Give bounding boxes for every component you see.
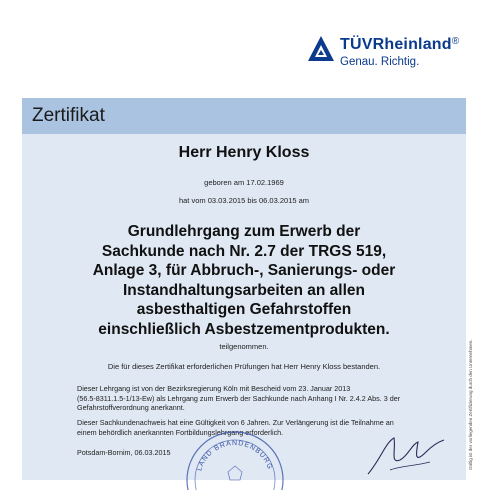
side-note: Gültig ist der vorliegenden Zertifizierung durch den Unternehmen. [468, 339, 473, 470]
validity-line: Dieser Sachkundenachweis hat eine Gültigkeit von 6 Jahren. Zur Verlängerung ist die Teilnahme an [77, 418, 394, 427]
course-line: einschließlich Asbestzementprodukten. [98, 320, 390, 338]
title-bar [22, 98, 466, 134]
recognition-paragraph [77, 384, 417, 413]
brand-slogan: Genau. Richtig. [340, 56, 420, 68]
certificate-title: Zertifikat [32, 105, 105, 126]
course-title [22, 222, 466, 339]
validity-line: einem behördlich anerkannten Fortbildungslehrgang erforderlich. [77, 427, 284, 437]
course-line: asbesthaltigen Gefahrstoffen [136, 301, 352, 318]
tuv-triangle-icon [306, 34, 336, 64]
tuv-logo [306, 34, 476, 78]
svg-text:LAND BRANDENBURG [196, 440, 273, 472]
brand-name: TÜVRheinland® [340, 36, 460, 53]
recognition-line: (56.5-8311.1.5-1/13-Ew) als Lehrgang zum Erwerb der Sachkunde nach Anhang I Nr. 2.4.2 Abs. 3 der [77, 393, 401, 403]
signature [360, 430, 450, 480]
course-period: hat vom 03.03.2015 bis 06.03.2015 am [178, 196, 310, 205]
holder-name: Herr Henry Kloss [178, 144, 310, 161]
exam-text: Die für dieses Zertifikat erforderlichen Prüfungen hat Herr Henry Kloss bestanden. [107, 362, 381, 371]
course-line: Grundlehrgang zum Erwerb der [127, 223, 361, 240]
birth-date: geboren am 17.02.1969 [204, 178, 284, 187]
place-date: Potsdam-Bornim, 06.03.2015 [77, 448, 171, 457]
recognition-line: Dieser Lehrgang ist von der Bezirksregierung Köln mit Bescheid vom 23. Januar 2013 [77, 384, 351, 393]
recognition-line: Gefahrstoffverordnung anerkannt. [77, 403, 185, 412]
course-line: Instandhaltungsarbeiten an allen [122, 281, 365, 299]
course-line: Sachkunde nach Nr. 2.7 der TRGS 519, [101, 242, 387, 260]
course-line: Anlage 3, für Abbruch-, Sanierungs- oder [92, 262, 396, 279]
seal-text: LAND BRANDENBURG [196, 439, 274, 472]
participated-text: teilgenommen. [219, 342, 269, 351]
